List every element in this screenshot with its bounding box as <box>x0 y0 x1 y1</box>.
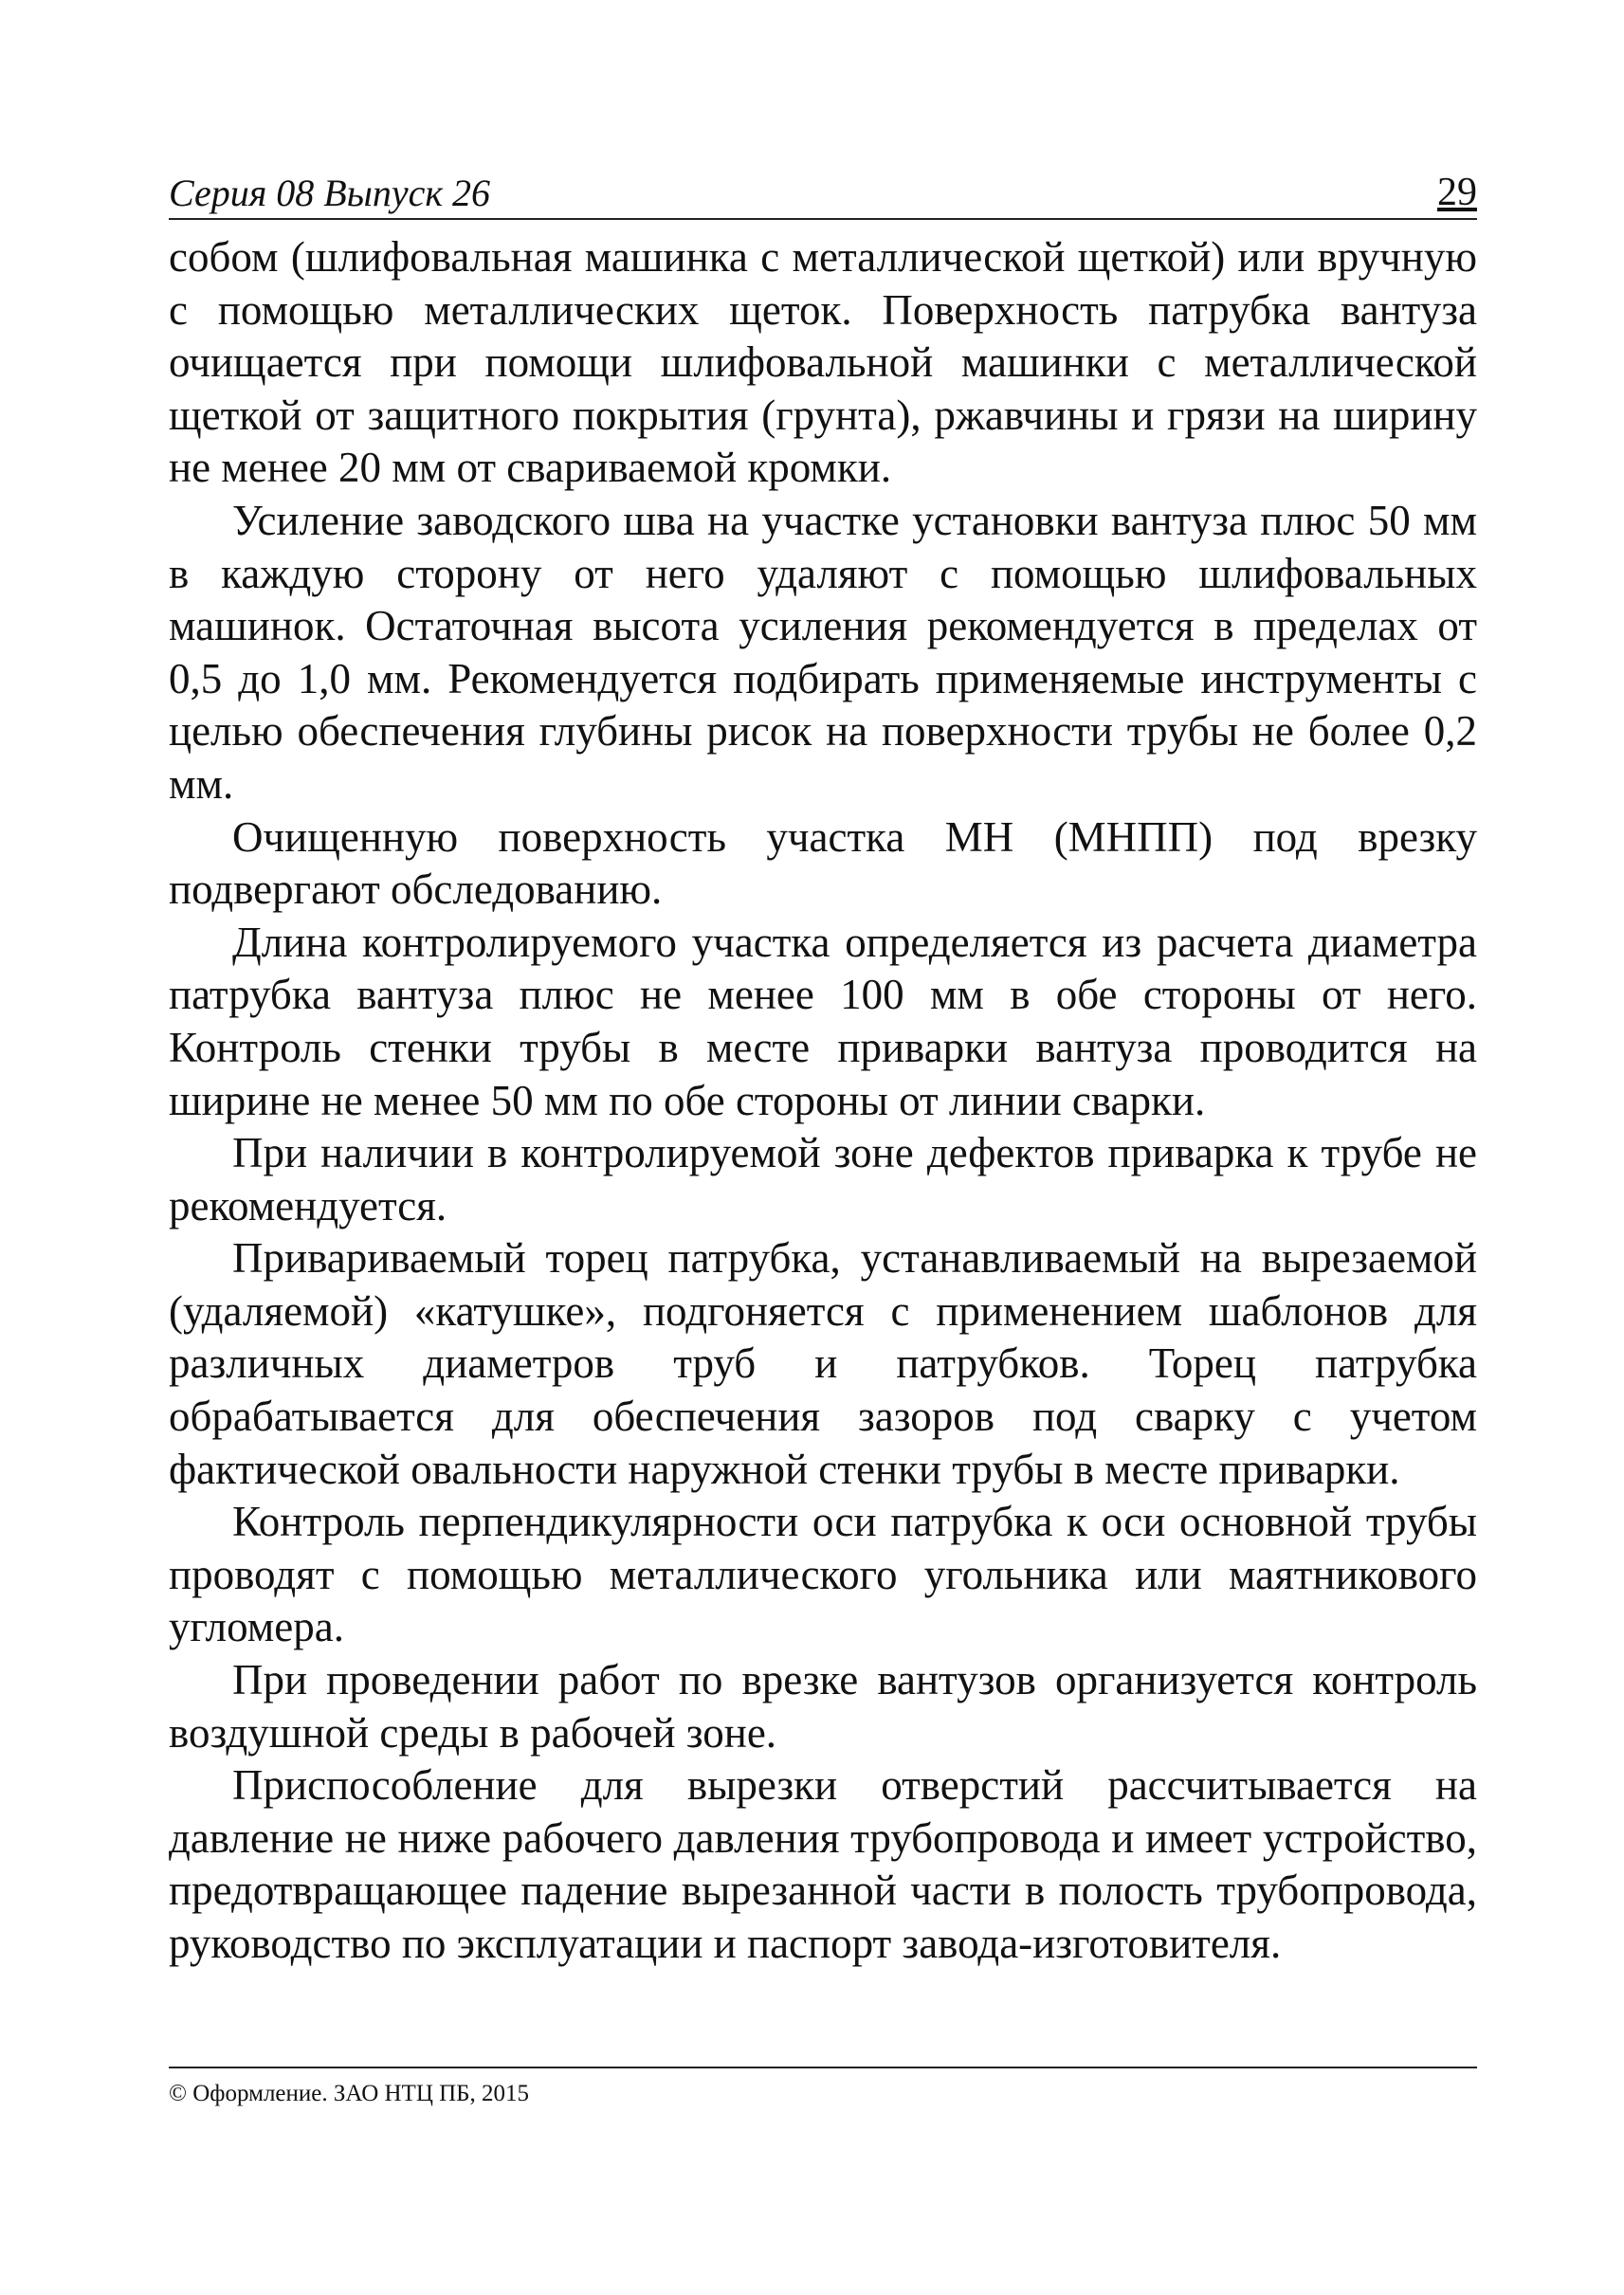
paragraph: собом (шлифовальная машинка с металлической щеткой) или вручную с помощью металлических щеток. Поверхность патрубка вантуза очищается при помощи шлифовальной машинки с металлической щеткой от защитного покрытия (грунта), ржавчины и грязи на ширину не менее 20 мм от свариваемой кромки. <box>169 233 1477 492</box>
body-text <box>169 231 1477 1971</box>
paragraph: Контроль перпендикулярности оси патрубка к оси основной трубы проводят с помощью металлического угольника или маятникового угломера. <box>169 1498 1477 1651</box>
paragraph: Приспособление для вырезки отверстий рассчитывается на давление не ниже рабочего давления трубопровода и имеет устройство, предотвращающее падение вырезанной части в полость трубопровода, руководство по эксплуатации и паспорт завода-изготовителя. <box>169 1761 1477 1967</box>
copyright-notice: © Оформление. ЗАО НТЦ ПБ, 2015 <box>169 2081 530 2106</box>
paragraph: При проведении работ по врезке вантузов организуется контроль воздушной среды в рабочей зоне. <box>169 1656 1477 1757</box>
page-footer <box>169 2067 1477 2105</box>
paragraph: Длина контролируемого участка определяется из расчета диаметра патрубка вантуза плюс не менее 100 мм в обе стороны от него. Контроль стенки трубы в месте приварки вантуза проводится на ширине не менее 50 мм по обе стороны от линии сварки. <box>169 918 1477 1124</box>
running-header <box>169 169 1477 220</box>
page-number: 29 <box>1437 171 1477 214</box>
paragraph: Очищенную поверхность участка МН (МНПП) под врезку подвергают обследованию. <box>169 812 1477 914</box>
document-page <box>169 169 1477 1971</box>
paragraph: Привариваемый торец патрубка, устанавливаемый на вырезаемой (удаляемой) «катушке», подгоняется с применением шаблонов для различных диаметров труб и патрубков. Торец патрубка обрабатывается для обеспечения зазоров под сварку с учетом фактической овальности наружной стенки трубы в месте приварки. <box>169 1234 1477 1493</box>
paragraph: При наличии в контролируемой зоне дефектов приварка к трубе не рекомендуется. <box>169 1129 1477 1229</box>
series-title: Серия 08 Выпуск 26 <box>169 172 491 214</box>
paragraph: Усиление заводского шва на участке установки вантуза плюс 50 мм в каждую сторону от него удаляют с помощью шлифовальных машинок. Остаточная высота усиления рекомендуется в пределах от 0,5 до 1,0 мм. Рекомендуется подбирать применяемые инструменты с целью обеспечения глубины рисок на поверхности трубы не более 0,2 мм. <box>169 496 1477 808</box>
